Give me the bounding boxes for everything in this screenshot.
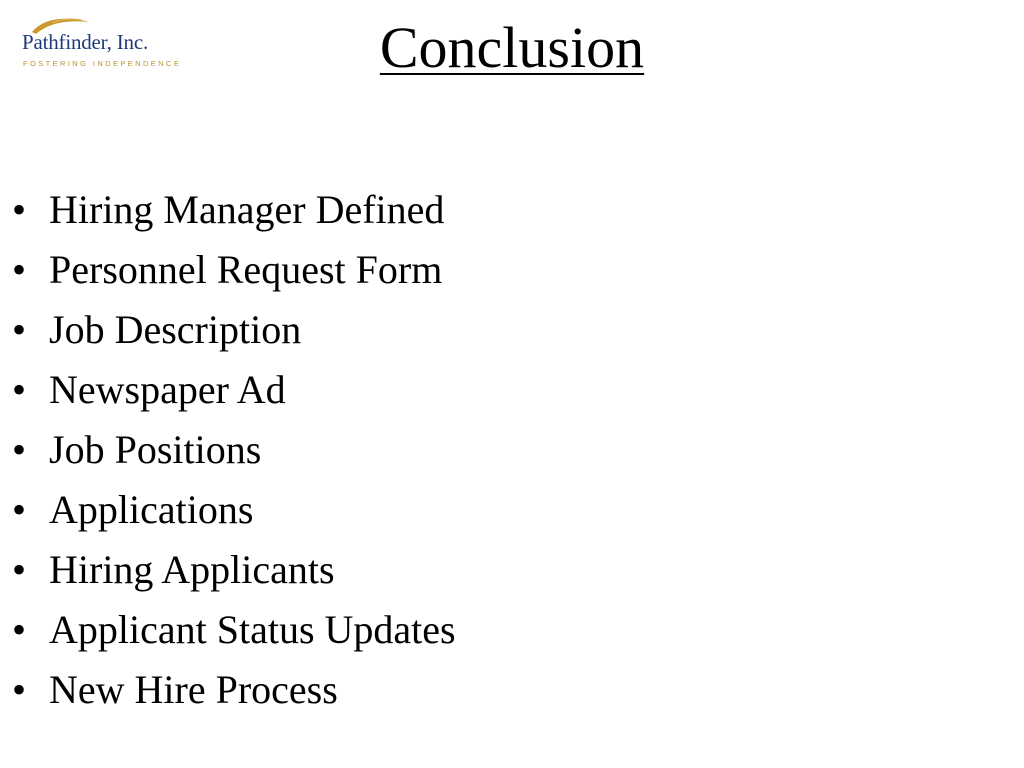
bullet-text: Newspaper Ad — [49, 367, 286, 412]
bullet-text: Hiring Manager Defined — [49, 187, 445, 232]
bullet-item — [0, 300, 456, 360]
bullet-text: Job Description — [49, 307, 302, 352]
bullet-item — [0, 240, 456, 300]
bullet-item — [0, 540, 456, 600]
logo-tagline: FOSTERING INDEPENDENCE — [23, 59, 182, 68]
bullet-item — [0, 660, 456, 720]
bullet-text: Applicant Status Updates — [49, 607, 456, 652]
bullet-icon: • — [12, 427, 27, 472]
bullet-text: Personnel Request Form — [49, 247, 443, 292]
bullet-icon: • — [12, 367, 27, 412]
bullet-item — [0, 600, 456, 660]
bullet-item — [0, 480, 456, 540]
bullet-item — [0, 420, 456, 480]
bullet-icon: • — [12, 547, 27, 592]
bullet-item — [0, 360, 456, 420]
bullet-icon: • — [12, 607, 27, 652]
bullet-list — [0, 180, 456, 720]
bullet-text: Hiring Applicants — [49, 547, 335, 592]
bullet-icon: • — [12, 307, 27, 352]
bullet-text: New Hire Process — [49, 667, 338, 712]
bullet-icon: • — [12, 667, 27, 712]
bullet-icon: • — [12, 247, 27, 292]
bullet-item — [0, 180, 456, 240]
bullet-text: Applications — [49, 487, 254, 532]
slide-title: Conclusion — [379, 15, 645, 80]
bullet-icon: • — [12, 187, 27, 232]
bullet-text: Job Positions — [49, 427, 262, 472]
bullet-icon: • — [12, 487, 27, 532]
logo-name: Pathfinder, Inc. — [22, 30, 148, 54]
